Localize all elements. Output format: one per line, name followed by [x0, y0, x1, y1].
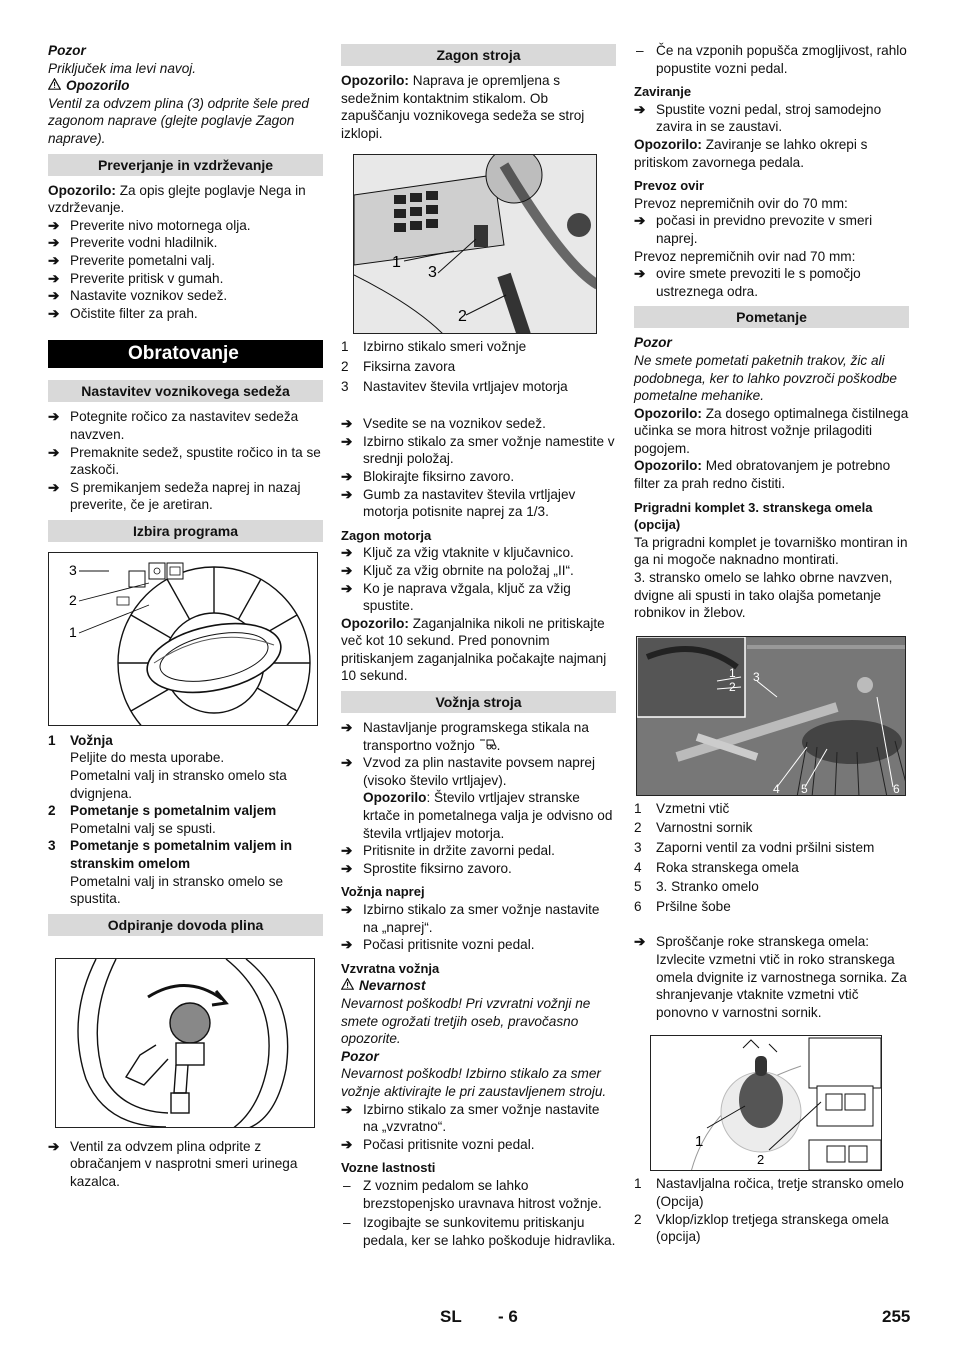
- check-list: [48, 217, 323, 323]
- legend-item: 4 Roka stranskega omela: [634, 859, 799, 875]
- arrow-icon: ➔: [341, 562, 353, 578]
- arrow-icon: ➔: [341, 468, 353, 484]
- legend-item: 1 Izbirno stikalo smeri vožnje: [341, 339, 527, 355]
- dial-label-3: 3: [69, 561, 77, 578]
- list-item: ➔ Vzvod za plin nastavite povsem naprej (visoko število vrtljajev). Opozorilo: Število vrtljajev stranske krtače in pometalnega valja je odvisno od števila vrtljajev motorja.: [341, 755, 613, 841]
- naprej-steps: [341, 901, 616, 954]
- vzvratna-steps: [341, 1101, 616, 1154]
- list-item: ➔ Preverite vodni hladilnik.: [48, 235, 218, 251]
- note-kontakt: Opozorilo: Naprava je opremljena s sedežnim kontaktnim stikalom. Ob zapuščanju voznikovega sedeža se stroj izklopi.: [341, 73, 585, 141]
- list-item: ➔ ovire smete prevoziti le s pomočjo ustreznega odra.: [634, 266, 861, 299]
- arrow-icon: ➔: [634, 934, 646, 950]
- joystick-label-1: 1: [695, 1133, 704, 1151]
- list-item: ➔ Nastavljanje programskega stikala na transportno vožnjo .: [341, 720, 589, 753]
- legend-item: 3 Nastavitev števila vrtljajev motorja: [341, 378, 568, 394]
- list-item: ➔ Očistite filter za prah.: [48, 305, 198, 321]
- photo-label-6: 6: [893, 781, 900, 796]
- pozor-title: Pozor: [634, 335, 672, 351]
- ovir-a-steps: [634, 212, 909, 247]
- chapter-title: Obratovanje: [48, 340, 323, 368]
- list-item: ➔ Preverite pritisk v gumah.: [48, 270, 224, 286]
- subheading-lastnosti: Vozne lastnosti: [341, 1160, 436, 1176]
- list-item: ➔ Ključ za vžig vtaknite v ključavnico.: [341, 545, 574, 561]
- arrow-icon: ➔: [48, 217, 60, 233]
- arrow-icon: ➔: [48, 305, 60, 321]
- list-item: ➔ Počasi pritisnite vozni pedal.: [341, 1136, 535, 1152]
- pozor-text: Priključek ima levi navoj.: [48, 60, 197, 76]
- list-item: ➔ Izbirno stikalo za smer vožnje namestite v srednji položaj.: [341, 433, 615, 467]
- footer-local-page: - 6: [498, 1307, 518, 1326]
- photo-label-5: 5: [801, 781, 808, 796]
- arrow-icon: ➔: [341, 902, 353, 917]
- list-item: ➔ Blokirajte fiksirno zavoro.: [341, 468, 515, 484]
- arrow-icon: ➔: [48, 235, 60, 251]
- arrow-icon: ➔: [48, 270, 60, 286]
- arrow-icon: ➔: [341, 416, 353, 432]
- list-item: ➔ Sproščanje roke stranskega omela: Izvlecite vzmetni vtič in roko stranskega omela dvignite iz varnostnega sornika. Za shranjevanje vtaknite vzmetni vtič ponovno v varnostni sornik.: [634, 934, 907, 1020]
- section-preverjanje: Preverjanje in vzdrževanje: [48, 154, 323, 176]
- list-item: ➔ Preverite pometalni valj.: [48, 252, 216, 268]
- list-item: ➔ Ko je naprava vžgala, ključ za vžig spustite.: [341, 580, 571, 614]
- list-item: ➔ počasi in previdno prevozite v smeri naprej.: [634, 213, 873, 246]
- nevarnost-heading: Nevarnost: [341, 977, 616, 995]
- legend-item: 2 Vklop/izklop tretjega stranskega omela (opcija): [634, 1211, 889, 1245]
- zaviranje-steps: [634, 101, 909, 136]
- drive-steps: [341, 719, 616, 877]
- arrow-icon: ➔: [341, 1101, 353, 1117]
- column-3: [634, 42, 909, 1246]
- arrow-icon: ➔: [341, 580, 353, 596]
- list-item: ➔ Ventil za odvzem plina odprite z obračanjem v nasprotni smeri urinega kazalca.: [48, 1138, 298, 1189]
- ovir-a: Prevoz nepremičnih ovir do 70 mm:: [634, 195, 848, 211]
- subheading-vzvratna: Vzvratna vožnja: [341, 960, 440, 976]
- dial-label-2: 2: [69, 591, 77, 608]
- warning-icon: [48, 77, 62, 95]
- side-brush-photo: [636, 636, 906, 796]
- list-item: ➔ Preverite nivo motornega olja.: [48, 217, 251, 233]
- subheading-ovir: Prevoz ovir: [634, 178, 705, 194]
- arrow-icon: ➔: [341, 720, 353, 736]
- subheading-naprej: Vožnja naprej: [341, 884, 425, 900]
- list-item: 3 Pometanje s pometalnim valjem in stranskim omelom Pometalni valj in stransko omelo se spustita.: [48, 838, 293, 907]
- gas-valve-figure: [55, 958, 315, 1128]
- list-item: ➔ Počasi pritisnite vozni pedal.: [341, 937, 535, 953]
- komplet-text-2: 3. stransko omelo se lahko obrne navzven, dvigne ali spusti in tako olajša pometanje robnikov in žlebov.: [634, 570, 893, 621]
- column-2: [341, 42, 616, 1251]
- arrow-icon: ➔: [48, 288, 60, 304]
- legend-item: 5 3. Stranko omelo: [634, 879, 759, 895]
- list-item: ➔ Vsedite se na voznikov sedež.: [341, 416, 546, 432]
- arrow-icon: ➔: [48, 409, 60, 425]
- section-plin: Odpiranje dovoda plina: [48, 914, 323, 936]
- program-list: [48, 732, 323, 908]
- legend-item: 3 Zaporni ventil za vodni pršilni sistem: [634, 840, 875, 855]
- photo-label-2: 2: [729, 679, 736, 694]
- arrow-icon: ➔: [48, 479, 60, 495]
- list-item: ➔ Spustite vozni pedal, stroj samodejno zavira in se zaustavi.: [634, 101, 882, 135]
- figure-label-3: 3: [428, 264, 437, 282]
- motor-steps: [341, 544, 616, 614]
- dial-label-1: 1: [69, 623, 77, 640]
- photo-legend: [634, 800, 909, 916]
- joystick-figure: [650, 1035, 882, 1171]
- list-item: ➔ Pritisnite in držite zavorni pedal.: [341, 843, 555, 859]
- subheading-komplet: Prigradni komplet 3. stranskega omela (opcija): [634, 499, 873, 533]
- note-vzdrzevanje: Opozorilo: Za opis glejte poglavje Nega in vzdrževanje.: [48, 182, 306, 216]
- note-zaviranje: Opozorilo: Zaviranje se lahko okrepi s pritiskom zavornega pedala.: [634, 136, 868, 170]
- arrow-icon: ➔: [341, 433, 353, 449]
- warning-icon: [341, 977, 355, 995]
- list-item: – Izogibajte se sunkovitemu pritiskanju pedala, ker se lahko poškoduje hidravlika.: [343, 1215, 616, 1248]
- list-item: ➔ Sprostite fiksirno zavoro.: [341, 860, 512, 876]
- figure-label-2: 2: [458, 308, 467, 326]
- arrow-icon: ➔: [48, 252, 60, 268]
- list-item: ➔ Izbirno stikalo za smer vožnje nastavite na „vzvratno“.: [341, 1101, 600, 1135]
- legend-item: 1 Vzmetni vtič: [634, 800, 730, 816]
- legend-item: 6 Pršilne šobe: [634, 898, 731, 914]
- arrow-icon: ➔: [634, 266, 646, 282]
- release-steps: [634, 933, 909, 1021]
- photo-label-3: 3: [753, 669, 760, 684]
- arrow-icon: ➔: [341, 937, 353, 953]
- note-filter: Opozorilo: Med obratovanjem je potrebno filter za prah redno čistiti.: [634, 458, 891, 492]
- ovir-b: Prevoz nepremičnih ovir nad 70 mm:: [634, 248, 856, 264]
- list-item: ➔ Gumb za nastavitev števila vrtljajev motorja potisnite naprej za 1/3.: [341, 486, 576, 520]
- footer-language: SL: [440, 1307, 462, 1326]
- pozor-text: Ne smete pometati paketnih trakov, žic ali podobnega, ker to lahko povzroči poškodbe pometalne mehanike.: [634, 352, 897, 404]
- lastnosti-list: [341, 1177, 616, 1249]
- ovir-b-steps: [634, 265, 909, 300]
- subheading-zaviranje: Zaviranje: [634, 84, 692, 100]
- arrow-icon: ➔: [634, 101, 646, 117]
- list-item: ➔ Nastavite voznikov sedež.: [48, 288, 228, 304]
- section-voznja: Vožnja stroja: [341, 691, 616, 713]
- figure-label-1: 1: [392, 254, 401, 272]
- list-item: ➔ Premaknite sedež, spustite ročico in ta se zaskoči.: [48, 444, 321, 478]
- start-steps: [341, 415, 616, 521]
- cockpit-legend: [341, 338, 616, 395]
- pozor-title: Pozor: [48, 43, 86, 58]
- arrow-icon: ➔: [341, 860, 353, 876]
- section-pometanje: Pometanje: [634, 306, 909, 328]
- photo-label-4: 4: [773, 781, 780, 796]
- opozorilo-text: Ventil za odvzem plina (3) odprite šele pred zagonom naprave (glejte poglavje Zagon naprave).: [48, 95, 309, 146]
- footer-page-number: 255: [882, 1307, 911, 1326]
- seat-steps: [48, 408, 323, 514]
- transport-icon: [479, 738, 497, 753]
- list-item: 2 Pometanje s pometalnim valjem Pometalni valj se spusti.: [48, 803, 277, 836]
- gas-steps: [48, 1138, 323, 1191]
- arrow-icon: ➔: [341, 1136, 353, 1152]
- list-item: – Z voznim pedalom se lahko brezstopenjsko uravnava hitrost vožnje.: [343, 1177, 602, 1211]
- nevarnost-text: Nevarnost poškodb! Pri vzvratni vožnji ne smete ogrožati tretjih oseb, pravočasno opozorite.: [341, 995, 591, 1047]
- list-item: ➔ Izbirno stikalo za smer vožnje nastavite na „naprej“.: [341, 902, 600, 935]
- section-sedez: Nastavitev voznikovega sedeža: [48, 380, 323, 402]
- lastnosti-cont: [634, 42, 909, 77]
- column-1: [48, 42, 323, 1191]
- legend-item: 2 Fiksirna zavora: [341, 358, 456, 374]
- legend-item: 2 Varnostni sornik: [634, 820, 753, 836]
- list-item: – Če na vzponih popušča zmogljivost, rahlo popustite vozni pedal.: [636, 43, 907, 76]
- photo-label-1: 1: [729, 665, 736, 680]
- komplet-text-1: Ta prigradni komplet je tovarniško montiran in ga ni mogoče naknadno montirati.: [634, 534, 908, 568]
- arrow-icon: ➔: [48, 444, 60, 460]
- opozorilo-heading: Opozorilo: [48, 77, 323, 95]
- arrow-icon: ➔: [341, 843, 353, 859]
- cockpit-figure: [353, 154, 597, 334]
- arrow-icon: ➔: [341, 486, 353, 502]
- list-item: ➔ Potegnite ročico za nastavitev sedeža navzven.: [48, 409, 299, 442]
- pozor-text: Nevarnost poškodb! Izbirno stikalo za smer vožnje aktivirajte le pri zaustavljenem stroju.: [341, 1066, 607, 1099]
- section-zagon: Zagon stroja: [341, 44, 616, 66]
- arrow-icon: ➔: [634, 213, 646, 229]
- section-program: Izbira programa: [48, 520, 323, 542]
- program-dial-figure: [48, 552, 318, 726]
- joystick-label-2: 2: [757, 1152, 765, 1168]
- list-item: 1 Vožnja Peljite do mesta uporabe. Pometalni valj in stransko omelo sta dvignjena.: [48, 732, 287, 801]
- pozor-title: Pozor: [341, 1048, 379, 1064]
- list-item: ➔ S premikanjem sedeža naprej in nazaj preverite, če je aretiran.: [48, 479, 301, 513]
- subheading-zagon-motorja: Zagon motorja: [341, 527, 432, 543]
- legend-item: 1 Nastavljalna ročica, tretje stransko omelo (Opcija): [634, 1176, 904, 1209]
- arrow-icon: ➔: [341, 545, 353, 561]
- arrow-icon: ➔: [341, 755, 353, 771]
- joystick-legend: [634, 1175, 909, 1245]
- note-zaganjalnik: Opozorilo: Zaganjalnika nikoli ne pritiskajte več kot 10 sekund. Pred ponovnim pritiskanjem zaganjalnika počakajte najmanj 10 sekund.: [341, 615, 607, 684]
- note-hitrost: Opozorilo: Za dosego optimalnega čistilnega učinka se mora hitrost vožnje prilagoditi pogojem.: [634, 405, 909, 456]
- arrow-icon: ➔: [48, 1138, 60, 1154]
- list-item: ➔ Ključ za vžig obrnite na položaj „II“.: [341, 562, 574, 578]
